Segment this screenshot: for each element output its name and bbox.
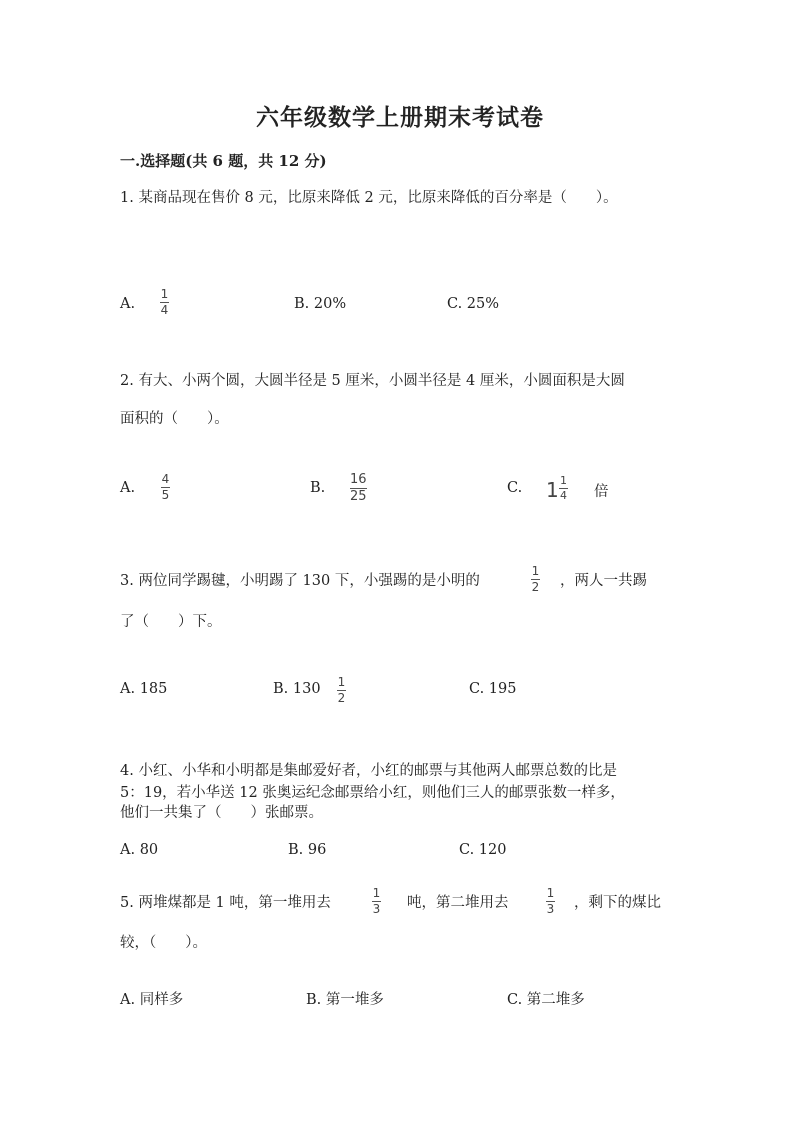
q3-option-b[interactable]: B. 130 [273,681,321,697]
fraction-denominator: 2 [531,580,540,594]
fraction-denominator: 3 [372,902,381,916]
question-5-text-line1c: ，剩下的煤比 [574,895,661,911]
q5-option-b[interactable]: B. 第一堆多 [306,992,384,1008]
q1-option-b[interactable]: B. 20% [294,296,347,312]
fraction-denominator: 3 [546,902,555,916]
q3-option-c[interactable]: C. 195 [469,681,517,697]
question-5-text-line1a: 5. 两堆煤都是 1 吨，第一堆用去 [120,895,331,911]
question-1-text: 1. 某商品现在售价 8 元，比原来降低 2 元，比原来降低的百分率是（ ）。 [120,190,618,206]
fraction-numerator: 1 [546,886,555,900]
fraction-numerator: 1 [372,886,381,900]
fraction-denominator: 25 [350,489,367,504]
q2-option-c-fraction [559,475,568,502]
fraction-denominator: 2 [337,691,346,705]
q4-option-a[interactable]: A. 80 [120,842,159,858]
q4-option-b[interactable]: B. 96 [288,842,327,858]
q3-option-a[interactable]: A. 185 [120,681,168,697]
q2-option-b-label[interactable]: B. [310,480,326,496]
q2-option-c-whole: 1 [546,478,559,502]
q2-option-c-suffix: 倍 [594,484,609,500]
fraction-denominator: 4 [560,489,567,502]
page-title: 六年级数学上册期末考试卷 [256,104,544,131]
question-5-text-line1b: 吨，第二堆用去 [407,895,509,911]
fraction-numerator: 1 [560,474,567,487]
fraction-numerator: 16 [350,472,367,487]
q2-option-a-fraction [161,473,170,502]
section-heading: 一.选择题(共 6 题，共 12 分) [120,152,327,170]
fraction-numerator: 1 [160,287,169,301]
q2-option-a-label[interactable]: A. [120,480,136,496]
q5-inline-fraction-1 [372,887,381,916]
q5-inline-fraction-2 [546,887,555,916]
fraction-numerator: 4 [161,472,170,486]
question-3-text-line1a: 3. 两位同学踢毽，小明踢了 130 下，小强踢的是小明的 [120,573,480,589]
q3-option-b-fraction [337,676,346,705]
q1-option-a-label[interactable]: A. [120,296,136,312]
fraction-denominator: 5 [161,488,170,502]
q1-option-c[interactable]: C. 25% [447,296,500,312]
fraction-denominator: 4 [160,303,169,317]
question-4-text-line1: 4. 小红、小华和小明都是集邮爱好者，小红的邮票与其他两人邮票总数的比是 [120,763,617,779]
question-4-text-line3: 他们一共集了（ ）张邮票。 [120,805,323,821]
question-2-text-line1: 2. 有大、小两个圆，大圆半径是 5 厘米，小圆半径是 4 厘米，小圆面积是大圆 [120,373,625,389]
question-3-text-line1b: ，两人一共踢 [560,573,647,589]
question-4-text-line2: 5：19，若小华送 12 张奥运纪念邮票给小红，则他们三人的邮票张数一样多， [120,785,625,801]
q4-option-c[interactable]: C. 120 [459,842,507,858]
q3-inline-fraction [531,565,540,594]
question-2-text-line2: 面积的（ ）。 [120,411,229,427]
q2-option-c-label[interactable]: C. [507,480,523,496]
fraction-numerator: 1 [337,675,346,689]
question-5-text-line2: 较，（ ）。 [120,935,207,951]
q5-option-a[interactable]: A. 同样多 [120,992,184,1008]
fraction-numerator: 1 [531,564,540,578]
q2-option-b-fraction [350,473,367,504]
q5-option-c[interactable]: C. 第二堆多 [507,992,585,1008]
question-3-text-line2: 了（ ）下。 [120,614,222,630]
q1-option-a-fraction [160,288,169,317]
